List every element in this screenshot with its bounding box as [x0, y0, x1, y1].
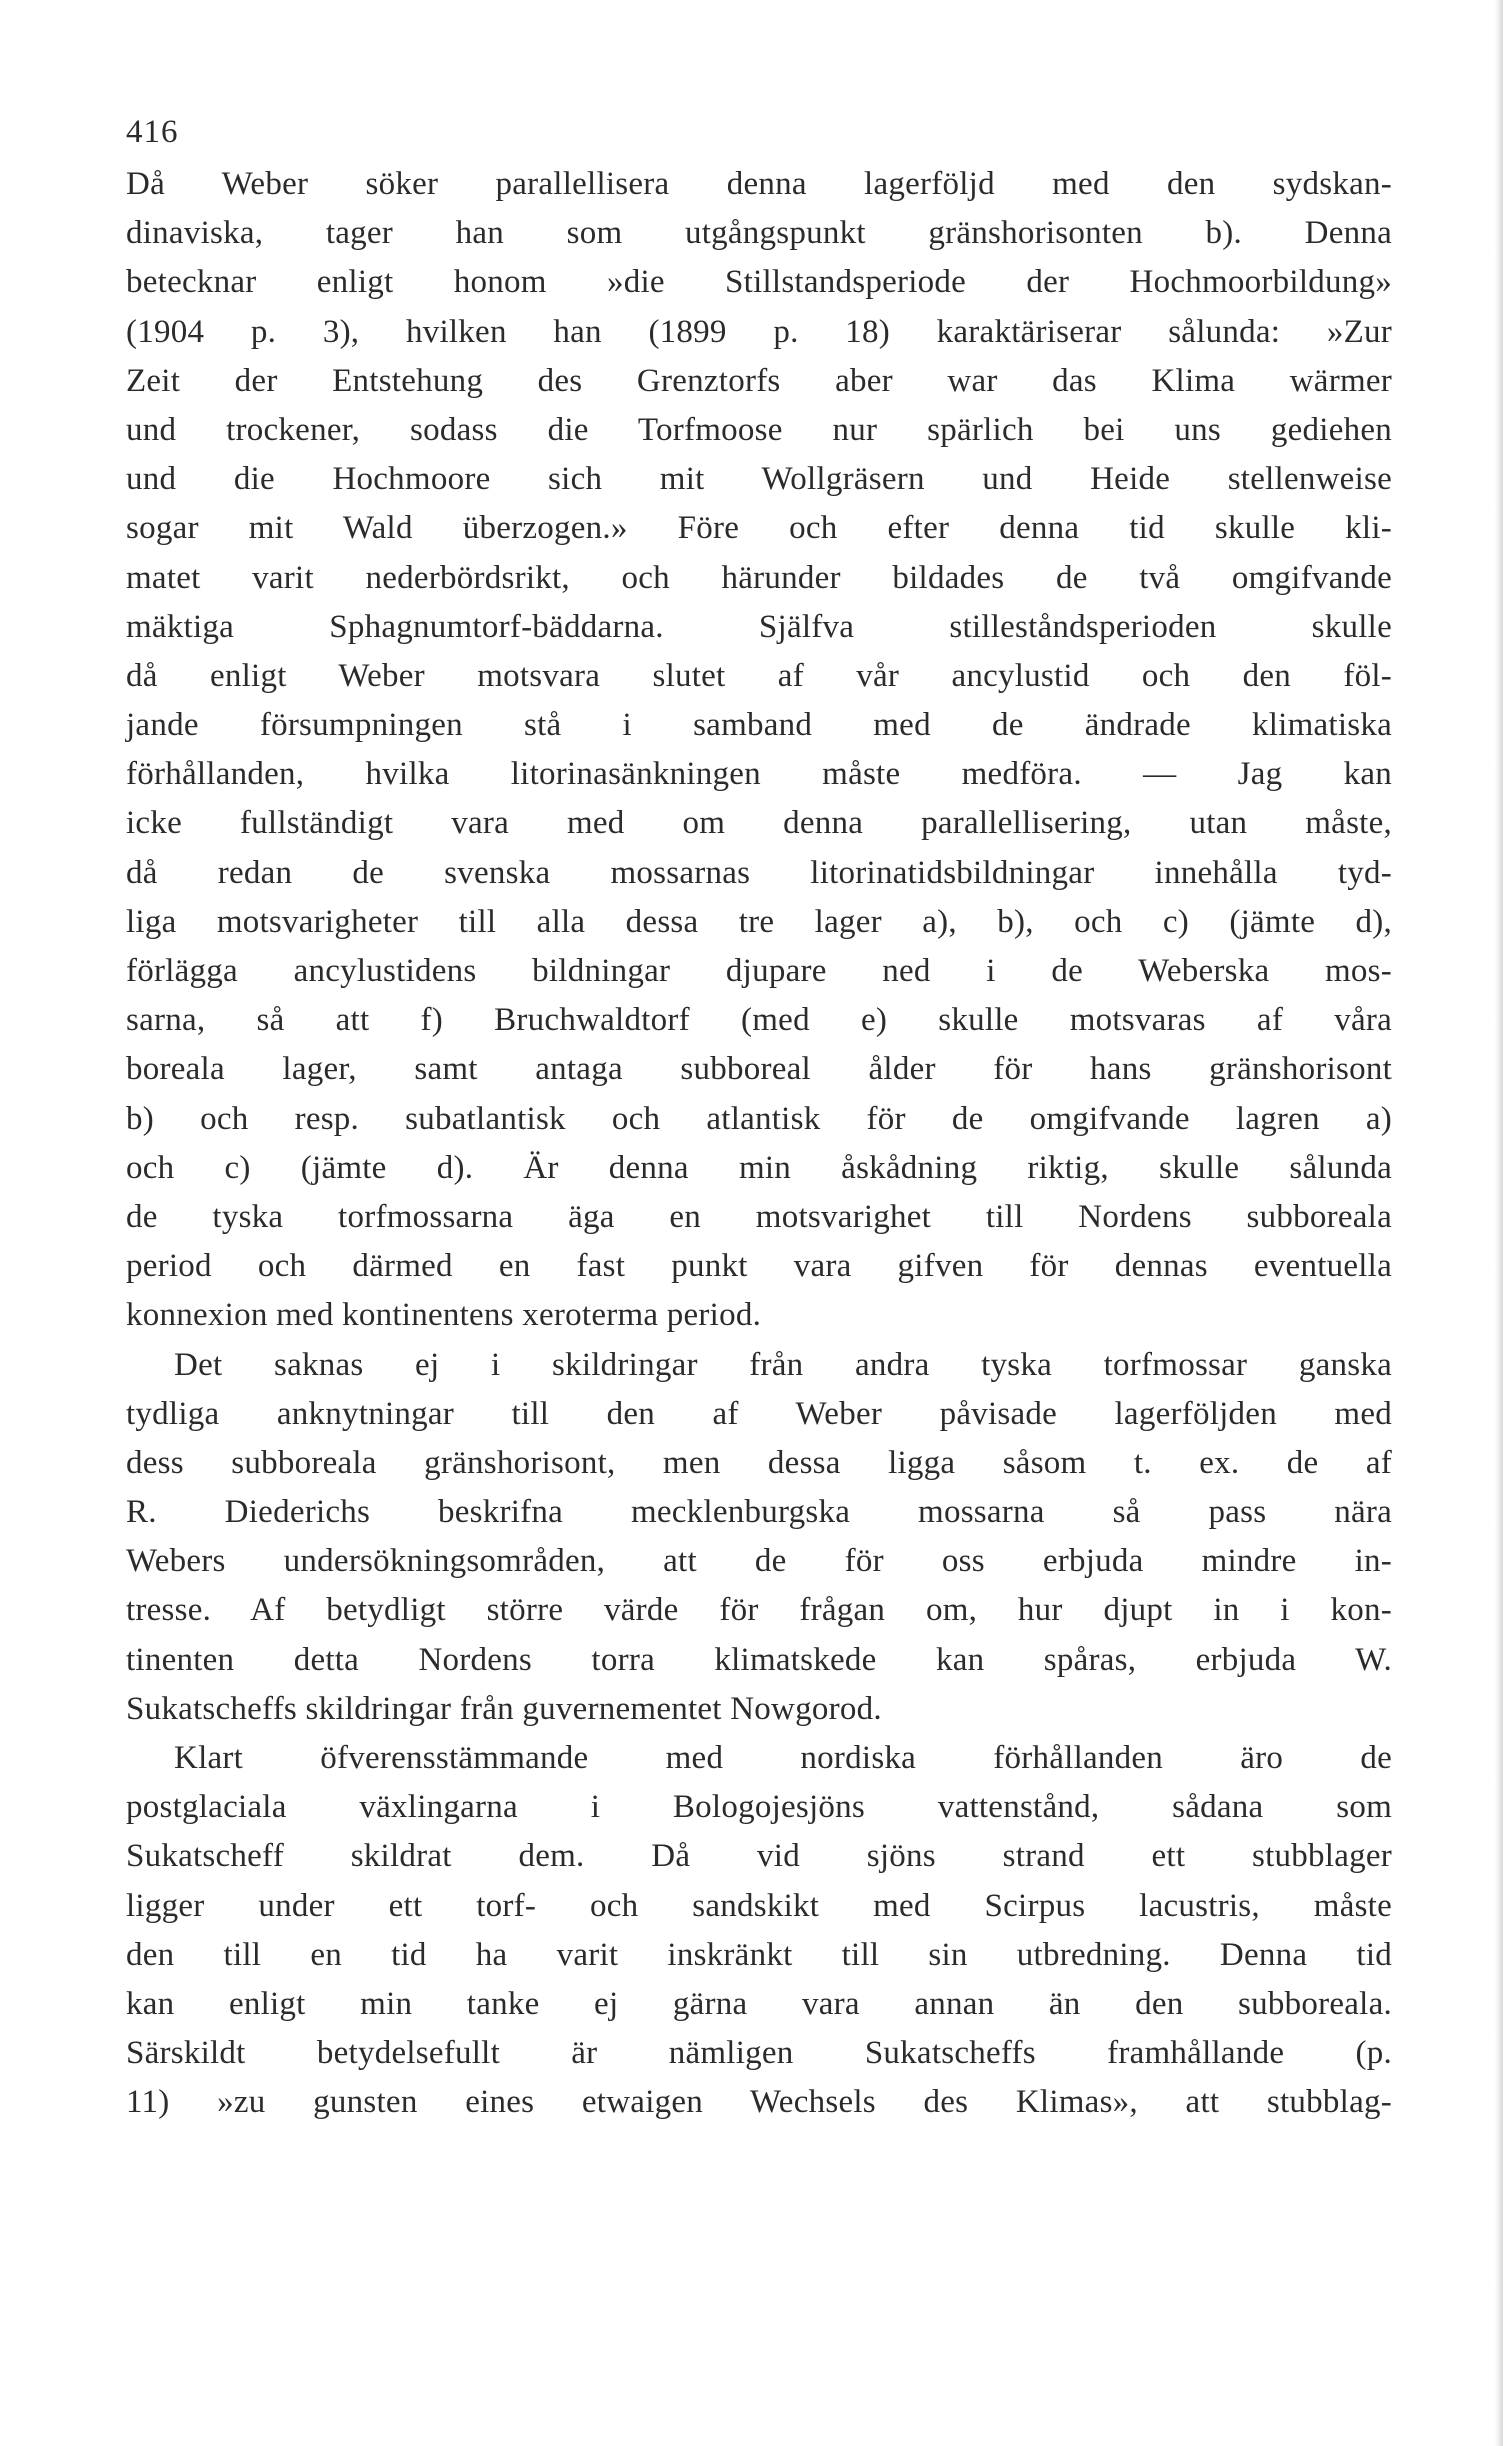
text-line: Då Weber söker parallellisera denna lagerföljd med den sydskan-: [126, 166, 1392, 202]
text-line: och c) (jämte d). Är denna min åskådning riktig, skulle sålunda: [126, 1149, 1392, 1186]
text-line: b) och resp. subatlantisk och atlantisk för de omgifvande lagren a): [126, 1100, 1392, 1137]
text-line: förlägga ancylustidens bildningar djupare ned i de Weberska mos-: [126, 953, 1392, 989]
text-line: (1904 p. 3), hvilken han (1899 p. 18) karaktäriserar sålunda: »Zur: [126, 313, 1392, 350]
text-line: jande försumpningen stå i samband med de ändrade klimatiska: [126, 707, 1392, 744]
text-line: konnexion med kontinentens xeroterma period.: [126, 1297, 762, 1334]
text-line: Klart öfverensstämmande med nordiska förhållanden äro de: [174, 1740, 1392, 1776]
text-line: Zeit der Entstehung des Grenztorfs aber war das Klima wärmer: [126, 362, 1392, 399]
text-line: tresse. Af betydligt större värde för frågan om, hur djupt in i kon-: [126, 1592, 1392, 1629]
text-line: boreala lager, samt antaga subboreal ålder för hans gränshorisont: [126, 1051, 1392, 1088]
text-line: de tyska torfmossarna äga en motsvarighet till Nordens subboreala: [126, 1198, 1392, 1235]
text-line: dess subboreala gränshorisont, men dessa ligga såsom t. ex. de af: [126, 1444, 1392, 1481]
text-line: Webers undersökningsområden, att de för oss erbjuda mindre in-: [126, 1543, 1392, 1580]
page-edge-shadow: [1495, 0, 1503, 2446]
text-line: icke fullständigt vara med om denna parallellisering, utan måste,: [126, 805, 1392, 842]
text-line: förhållanden, hvilka litorinasänkningen måste medföra. — Jag kan: [126, 756, 1392, 793]
text-line: sogar mit Wald überzogen.» Före och efter denna tid skulle kli-: [126, 510, 1392, 547]
text-line: postglaciala växlingarna i Bologojesjöns vattenstånd, sådana som: [126, 1789, 1392, 1826]
text-line: betecknar enligt honom »die Stillstandsperiode der Hochmoorbildung»: [126, 264, 1392, 301]
text-line: dinaviska, tager han som utgångspunkt gränshorisonten b). Denna: [126, 215, 1392, 252]
text-line: period och därmed en fast punkt vara gifven för dennas eventuella: [126, 1248, 1392, 1285]
body-text: [126, 160, 1392, 2128]
text-line: und trockener, sodass die Torfmoose nur spärlich bei uns gediehen: [126, 411, 1392, 448]
text-line: då enligt Weber motsvara slutet af vår ancylustid och den föl-: [126, 657, 1392, 694]
text-line: Särskildt betydelsefullt är nämligen Sukatscheffs framhållande (p.: [126, 2035, 1392, 2072]
text-line: tydliga anknytningar till den af Weber påvisade lagerföljden med: [126, 1395, 1392, 1432]
text-line: ligger under ett torf- och sandskikt med Scirpus lacustris, måste: [126, 1887, 1392, 1924]
text-line: kan enligt min tanke ej gärna vara annan än den subboreala.: [126, 1985, 1392, 2022]
text-line: R. Diederichs beskrifna mecklenburgska mossarna så pass nära: [126, 1494, 1392, 1531]
text-line: matet varit nederbördsrikt, och härunder bildades de två omgifvande: [126, 559, 1392, 596]
text-line: sarna, så att f) Bruchwaldtorf (med e) skulle motsvaras af våra: [126, 1002, 1392, 1039]
text-line: då redan de svenska mossarnas litorinatidsbildningar innehålla tyd-: [126, 854, 1392, 891]
text-line: Sukatscheff skildrat dem. Då vid sjöns strand ett stubblager: [126, 1838, 1392, 1875]
text-line: und die Hochmoore sich mit Wollgräsern und Heide stellenweise: [126, 461, 1392, 498]
text-line: Sukatscheffs skildringar från guvernementet Nowgorod.: [126, 1690, 882, 1727]
text-line: mäktiga Sphagnumtorf-bäddarna. Själfva stilleståndsperioden skulle: [126, 608, 1392, 645]
text-line: tinenten detta Nordens torra klimatskede kan spåras, erbjuda W.: [126, 1641, 1392, 1678]
text-line: 11) »zu gunsten eines etwaigen Wechsels des Klimas», att stubblag-: [126, 2084, 1392, 2121]
page-number: 416: [126, 114, 179, 150]
text-line: Det saknas ej i skildringar från andra tyska torfmossar ganska: [174, 1346, 1392, 1383]
text-line: liga motsvarigheter till alla dessa tre lager a), b), och c) (jämte d),: [126, 903, 1392, 940]
text-line: den till en tid ha varit inskränkt till sin utbredning. Denna tid: [126, 1936, 1392, 1973]
